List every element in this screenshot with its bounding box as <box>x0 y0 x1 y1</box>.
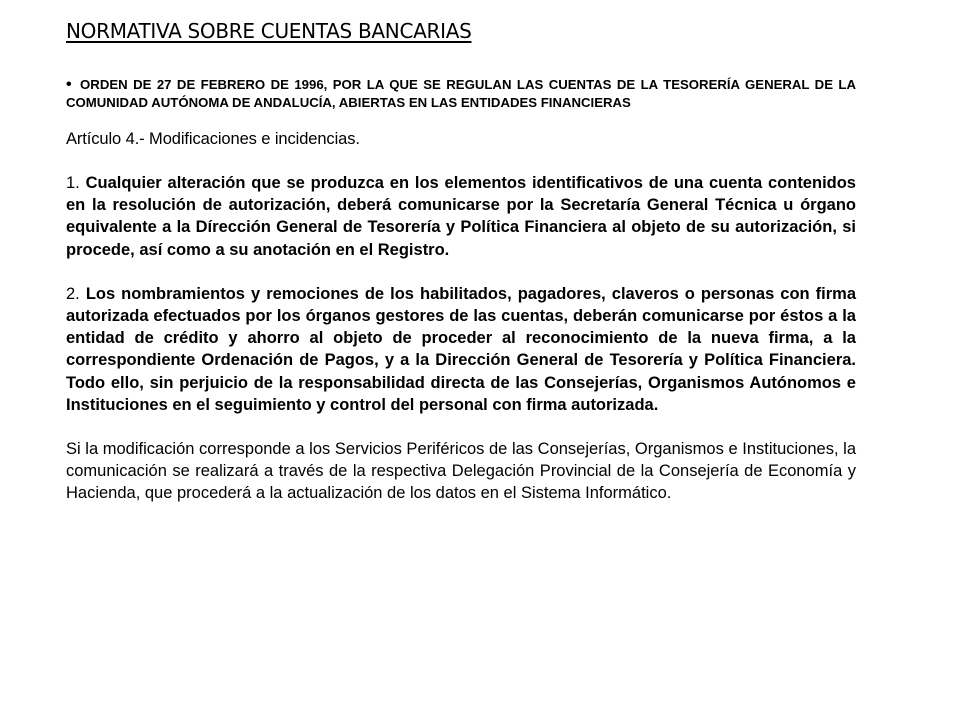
paragraph-number: 1. <box>66 174 80 192</box>
closing-paragraph: Si la modificación corresponde a los Servicios Periféricos de las Consejerías, Organismos e Instituciones, la comunicación se realizará a través de la respectiva Delegación Provincial de la Consejería de Economía y Hacienda, que procederá a la actualización de los datos en el Sistema Informático. <box>66 440 856 503</box>
paragraph-text: Los nombramientos y remociones de los habilitados, pagadores, claveros o personas con firma autorizada efectuados por los órganos gestores de las cuentas, deberán comunicarse por éstos a la entidad de crédito y ahorro al objeto de proceder al reconocimiento de la nueva firma, a la correspondiente Ordenación de Pagos, y a la Dirección General de Tesorería y Política Financiera. Todo ello, sin perjuicio de la responsabilidad directa de las Consejerías, Organismos Autónomos e Instituciones en el seguimiento y control del personal con firma autorizada. <box>66 284 857 414</box>
paragraph-1 <box>66 172 856 261</box>
paragraph-2 <box>66 283 856 416</box>
orden-text: ORDEN DE 27 DE FEBRERO DE 1996, POR LA QUE SE REGULAN LAS CUENTAS DE LA TESORERÍA GENERAL DE LA COMUNIDAD AUTÓNOMA DE ANDALUCÍA, ABIERTAS EN LAS ENTIDADES FINANCIERAS <box>66 77 856 110</box>
document-body <box>66 76 856 505</box>
bullet-icon: • <box>66 76 72 93</box>
page-title: NORMATIVA SOBRE CUENTAS BANCARIAS <box>66 19 472 43</box>
paragraph-text: Cualquier alteración que se produzca en los elementos identificativos de una cuenta contenidos en la resolución de autorización, deberá comunicarse por la Secretaría General Técnica u órgano equivalente a la Dírección General de Tesorería y Política Financiera al objeto de su autorización, si procede, así como a su anotación en el Registro. <box>66 174 856 259</box>
paragraph-number: 2. <box>66 284 80 303</box>
orden-heading <box>66 76 856 112</box>
article-heading: Artículo 4.- Modificaciones e incidencias. <box>66 130 360 148</box>
